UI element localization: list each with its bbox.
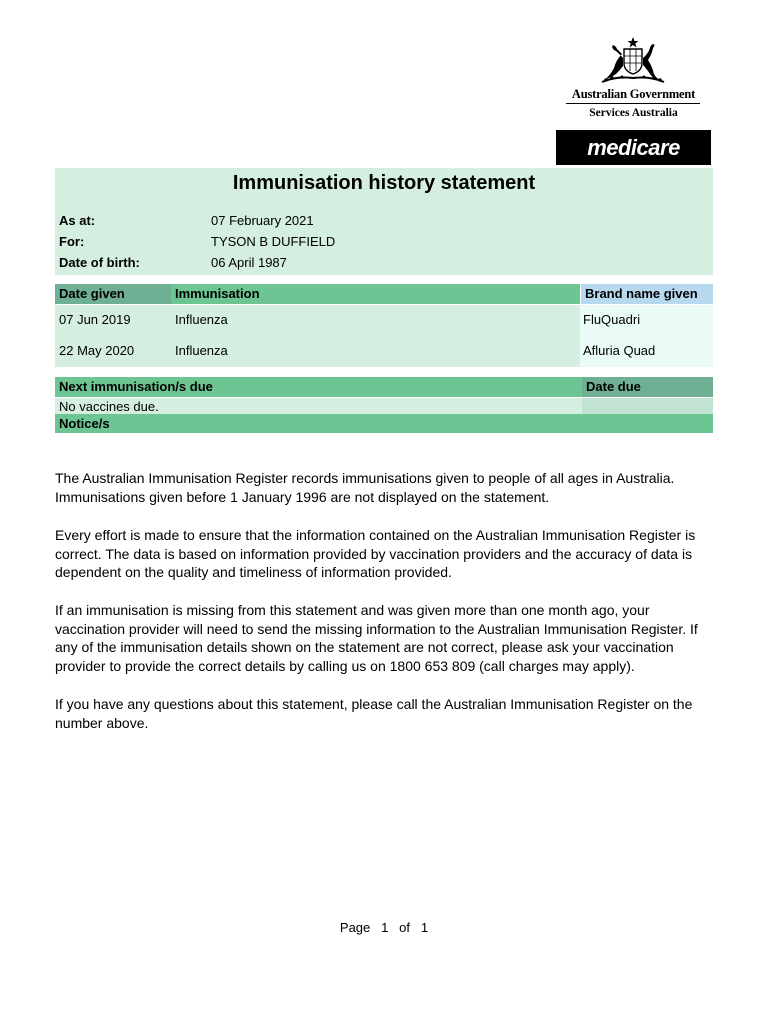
page-title: Immunisation history statement [232,172,536,194]
column-header-immunisation: Immunisation [171,284,580,304]
date-due-cell [582,398,713,414]
logo-divider [566,103,700,104]
table-row-2-date: 22 May 2020 [59,343,135,358]
as-at-value: 07 February 2021 [211,213,314,228]
table-row-2-immunisation: Influenza [175,343,228,358]
page-number: Page 1 of 1 [339,920,429,935]
as-at-label: As at: [59,213,96,228]
next-due-value: No vaccines due. [59,399,159,414]
column-header-brand-name: Brand name given [580,284,713,304]
notices-header: Notice/s [55,414,713,433]
paragraph-questions: If you have any questions about this statement, please call the Australian Immunisation Register on the number above. [55,696,693,731]
paragraph-accuracy: Every effort is made to ensure that the information contained on the Australian Immunisation Register is correct. The data is based on information provided by vaccination providers and the accuracy of data is dependent on the quality and timeliness of information provided. [55,527,696,581]
coat-of-arms-icon [596,36,670,86]
dob-value: 06 April 1987 [211,255,287,270]
for-value: TYSON B DUFFIELD [211,234,336,249]
table-row-1-date: 07 Jun 2019 [59,312,131,327]
government-name: Australian Government [571,87,696,101]
for-label: For: [59,234,85,249]
paragraph-missing-immunisation: If an immunisation is missing from this statement and was given more than one month ago, your vaccination provider will need to send the missing information to the Australian Immunisation Register. If any of the immunisation details shown on the statement are not correct, please ask your vaccination provider to provide the correct details by calling us on 1800 653 809 (call charges may apply). [55,602,698,674]
column-header-next-due: Next immunisation/s due [55,377,582,397]
dob-label: Date of birth: [59,255,140,270]
agency-name: Services Australia [589,107,678,119]
table-row-1-brand: FluQuadri [583,312,641,327]
paragraph-register-info: The Australian Immunisation Register records immunisations given to people of all ages in Australia. Immunisations given before 1 January 1996 are not displayed on the statement. [55,470,675,505]
column-header-date-given: Date given [55,284,171,304]
table-row-2-brand: Afluria Quad [583,343,656,358]
column-header-date-due: Date due [582,377,713,397]
table-row-1-immunisation: Influenza [175,312,228,327]
medicare-brand: medicare [556,130,711,165]
